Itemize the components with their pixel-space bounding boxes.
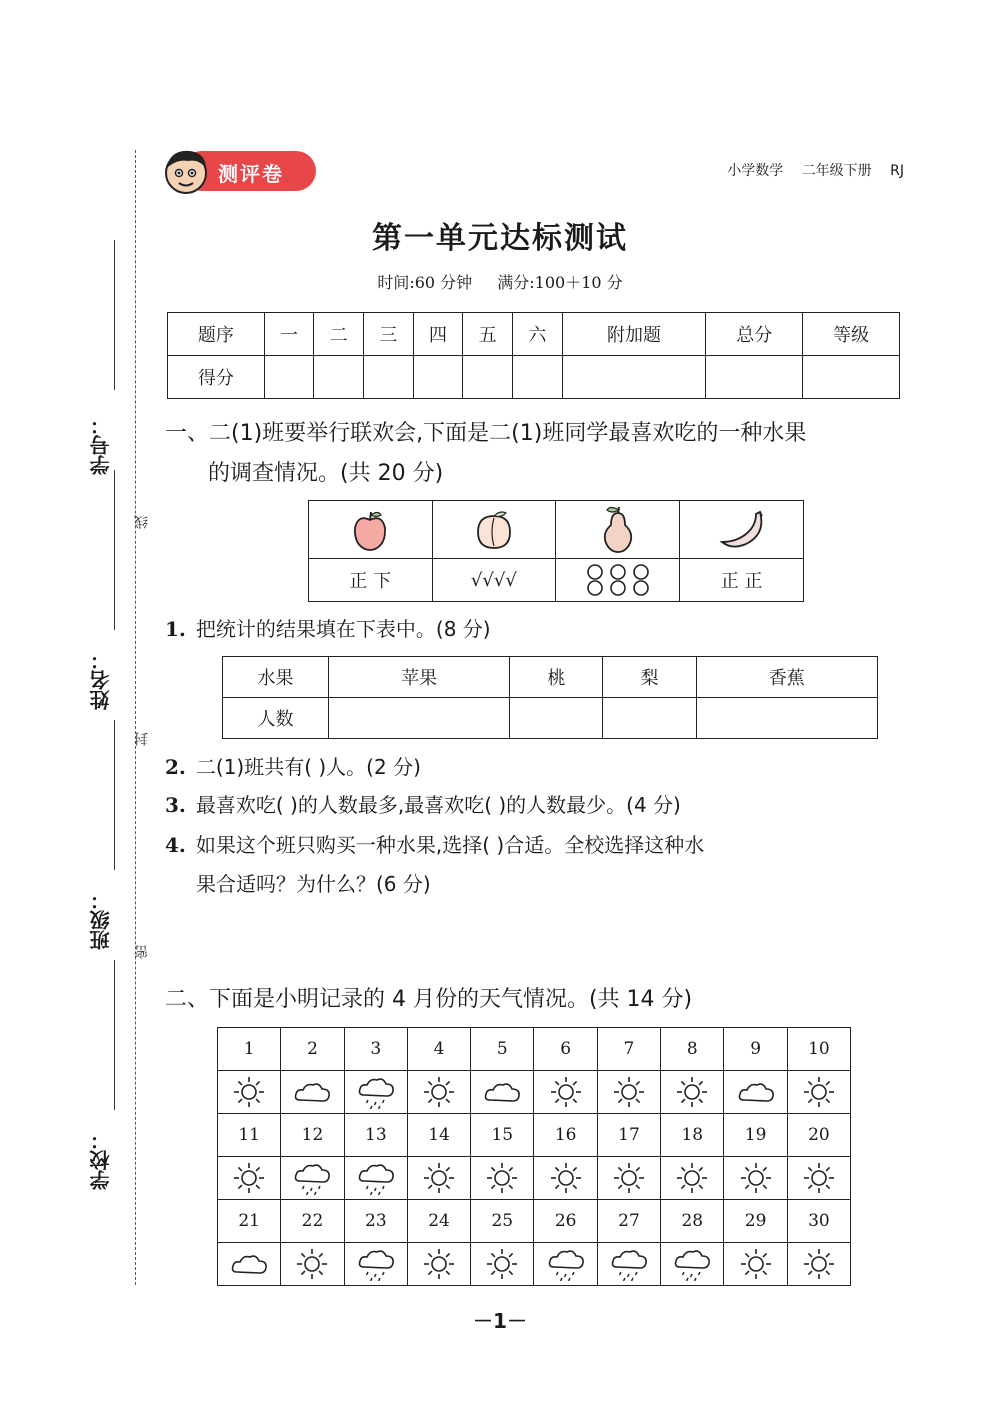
page-title: 第一单元达标测试 xyxy=(372,221,628,256)
score-header-cell: 题序 xyxy=(168,313,265,356)
school-label: 学校： xyxy=(89,1130,113,1190)
weather-cell xyxy=(787,1157,850,1200)
weather-cell xyxy=(597,1071,660,1114)
fruit-survey-table xyxy=(308,500,804,602)
score-header-cell: 三 xyxy=(364,313,414,356)
weather-cell xyxy=(344,1071,407,1114)
question-number: 3. xyxy=(165,793,186,817)
weather-cell xyxy=(471,1243,534,1286)
badge-label: 测评卷 xyxy=(218,162,284,186)
weather-cell xyxy=(218,1157,281,1200)
day-number-cell: 28 xyxy=(661,1200,724,1243)
day-number-cell: 9 xyxy=(724,1028,787,1071)
fruit-count-table xyxy=(222,656,878,739)
day-number-cell: 15 xyxy=(471,1114,534,1157)
weather-cell xyxy=(787,1071,850,1114)
weather-cell xyxy=(407,1157,470,1200)
question-text: 把统计的结果填在下表中。(8 分) xyxy=(195,617,491,641)
score-blank-cell[interactable] xyxy=(706,356,803,399)
fruit-icon-cell xyxy=(680,501,804,559)
sun-icon xyxy=(232,1161,266,1195)
sun-icon xyxy=(612,1161,646,1195)
weather-cell xyxy=(597,1243,660,1286)
grade-label: 二年级下册 xyxy=(801,163,872,179)
question-text: 二(1)班共有( )人。(2 分) xyxy=(195,755,421,779)
circle-tally-icon xyxy=(583,563,653,597)
sun-icon xyxy=(422,1247,456,1281)
day-number-cell: 11 xyxy=(218,1114,281,1157)
sun-icon xyxy=(422,1161,456,1195)
score-header-cell: 一 xyxy=(264,313,314,356)
rain-icon xyxy=(609,1247,649,1281)
rain-icon xyxy=(292,1161,332,1195)
apple-icon xyxy=(350,508,390,552)
day-number-cell: 6 xyxy=(534,1028,597,1071)
weather-cell xyxy=(724,1157,787,1200)
day-number-cell: 10 xyxy=(787,1028,850,1071)
sun-icon xyxy=(612,1075,646,1109)
sun-icon xyxy=(675,1075,709,1109)
section1-heading-line1: 一、二(1)班要举行联欢会,下面是二(1)班同学最喜欢吃的一种水果 xyxy=(165,421,807,446)
weather-cell xyxy=(281,1243,344,1286)
day-number-cell: 21 xyxy=(218,1200,281,1243)
school-blank xyxy=(114,960,115,1110)
day-number-cell: 30 xyxy=(787,1200,850,1243)
day-number-cell: 29 xyxy=(724,1200,787,1243)
count-header-cell: 水果 xyxy=(223,657,329,698)
count-header-cell: 苹果 xyxy=(329,657,510,698)
score-blank-cell[interactable] xyxy=(463,356,513,399)
weather-cell xyxy=(218,1071,281,1114)
score-header-cell: 四 xyxy=(413,313,463,356)
sun-icon xyxy=(549,1075,583,1109)
weather-icon-row xyxy=(218,1157,851,1200)
seal-mark-mi: 密 xyxy=(134,945,150,959)
tally-cell xyxy=(556,559,680,602)
sun-icon xyxy=(802,1075,836,1109)
score-header-cell: 总分 xyxy=(706,313,803,356)
weather-day-row xyxy=(218,1114,851,1157)
day-number-cell: 27 xyxy=(597,1200,660,1243)
class-blank xyxy=(114,720,115,870)
day-number-cell: 3 xyxy=(344,1028,407,1071)
weather-cell xyxy=(471,1071,534,1114)
rain-icon xyxy=(546,1247,586,1281)
day-number-cell: 24 xyxy=(407,1200,470,1243)
peach-icon xyxy=(472,508,516,552)
day-number-cell: 17 xyxy=(597,1114,660,1157)
cloud-icon xyxy=(229,1247,269,1281)
weather-cell xyxy=(724,1071,787,1114)
cloud-icon xyxy=(482,1075,522,1109)
day-number-cell: 18 xyxy=(661,1114,724,1157)
weather-table xyxy=(217,1027,851,1286)
count-row-label: 人数 xyxy=(223,698,329,739)
count-answer-cell[interactable] xyxy=(603,698,696,739)
question-text: 最喜欢吃( )的人数最多,最喜欢吃( )的人数最少。(4 分) xyxy=(195,793,681,817)
rain-icon xyxy=(672,1247,712,1281)
score-header-cell: 五 xyxy=(463,313,513,356)
fruit-icon-cell xyxy=(432,501,556,559)
seal-mark-xian: 线 xyxy=(134,515,150,529)
count-header-cell: 梨 xyxy=(603,657,696,698)
weather-cell xyxy=(724,1243,787,1286)
rain-icon xyxy=(356,1247,396,1281)
fruit-icon-cell xyxy=(309,501,433,559)
score-blank-cell[interactable] xyxy=(264,356,314,399)
weather-cell xyxy=(218,1243,281,1286)
rain-icon xyxy=(356,1075,396,1109)
day-number-cell: 5 xyxy=(471,1028,534,1071)
weather-cell xyxy=(281,1157,344,1200)
day-number-cell: 19 xyxy=(724,1114,787,1157)
weather-cell xyxy=(344,1157,407,1200)
day-number-cell: 7 xyxy=(597,1028,660,1071)
day-number-cell: 4 xyxy=(407,1028,470,1071)
day-number-cell: 16 xyxy=(534,1114,597,1157)
score-blank-cell[interactable] xyxy=(413,356,463,399)
weather-cell xyxy=(407,1243,470,1286)
weather-cell xyxy=(661,1157,724,1200)
score-header-cell: 附加题 xyxy=(562,313,706,356)
sun-icon xyxy=(549,1161,583,1195)
tally-cell: 正 下 xyxy=(309,559,433,602)
score-blank-cell[interactable] xyxy=(513,356,563,399)
sun-icon xyxy=(802,1247,836,1281)
edition-label: RJ xyxy=(890,163,904,179)
question-number: 4. xyxy=(165,833,186,857)
student-no-blank xyxy=(114,240,115,390)
day-number-cell: 22 xyxy=(281,1200,344,1243)
banana-icon xyxy=(716,508,768,552)
score-row-label: 得分 xyxy=(168,356,265,399)
page-number: －1－ xyxy=(473,1309,527,1333)
question-text: 如果这个班只购买一种水果,选择( )合适。全校选择这种水 xyxy=(195,833,705,857)
name-blank xyxy=(114,470,115,630)
sun-icon xyxy=(739,1247,773,1281)
weather-icon-row xyxy=(218,1243,851,1286)
cloud-icon xyxy=(736,1075,776,1109)
section1-heading-line2: 的调查情况。(共 20 分) xyxy=(208,461,444,486)
weather-cell xyxy=(534,1071,597,1114)
exam-time: 时间:60 分钟 xyxy=(377,273,473,292)
question-4-line2: 果合适吗？为什么？(6 分) xyxy=(196,872,431,896)
pear-icon xyxy=(598,505,638,555)
day-number-cell: 25 xyxy=(471,1200,534,1243)
sun-icon xyxy=(422,1075,456,1109)
count-answer-cell[interactable] xyxy=(696,698,877,739)
sun-icon xyxy=(485,1247,519,1281)
count-answer-cell[interactable] xyxy=(329,698,510,739)
day-number-cell: 23 xyxy=(344,1200,407,1243)
day-number-cell: 1 xyxy=(218,1028,281,1071)
cartoon-boy-icon xyxy=(160,145,212,197)
seal-mark-feng: 封 xyxy=(134,732,150,746)
sun-icon xyxy=(232,1075,266,1109)
score-header-cell: 六 xyxy=(513,313,563,356)
weather-cell xyxy=(471,1157,534,1200)
day-number-cell: 20 xyxy=(787,1114,850,1157)
section2-heading: 二、下面是小明记录的 4 月份的天气情况。(共 14 分) xyxy=(165,987,693,1012)
score-blank-cell[interactable] xyxy=(364,356,414,399)
score-blank-cell[interactable] xyxy=(314,356,364,399)
class-label: 班级： xyxy=(89,890,113,950)
fruit-icon-cell xyxy=(556,501,680,559)
score-header-cell: 二 xyxy=(314,313,364,356)
sun-icon xyxy=(739,1161,773,1195)
weather-cell xyxy=(597,1157,660,1200)
tally-cell: √√√√ xyxy=(432,559,556,602)
day-number-cell: 13 xyxy=(344,1114,407,1157)
binding-dashed-line xyxy=(135,150,136,1285)
weather-cell xyxy=(281,1071,344,1114)
question-4 xyxy=(165,826,704,864)
weather-cell xyxy=(787,1243,850,1286)
tally-cell: 正 正 xyxy=(680,559,804,602)
weather-cell xyxy=(534,1157,597,1200)
question-number: 1. xyxy=(165,617,186,641)
weather-day-row xyxy=(218,1028,851,1071)
student-no-label: 学号： xyxy=(89,415,113,475)
question-3 xyxy=(165,786,681,824)
subject-label: 小学数学 xyxy=(727,163,784,179)
question-2 xyxy=(165,748,421,786)
assessment-badge xyxy=(160,145,318,197)
day-number-cell: 26 xyxy=(534,1200,597,1243)
score-blank-cell[interactable] xyxy=(803,356,900,399)
cloud-icon xyxy=(292,1075,332,1109)
rain-icon xyxy=(356,1161,396,1195)
course-info xyxy=(713,160,904,180)
name-label: 姓名： xyxy=(89,650,113,710)
weather-cell xyxy=(534,1243,597,1286)
count-header-cell: 桃 xyxy=(510,657,603,698)
exam-meta xyxy=(0,270,1000,293)
sun-icon xyxy=(802,1161,836,1195)
weather-day-row xyxy=(218,1200,851,1243)
exam-full-score: 满分:100＋10 分 xyxy=(497,273,623,292)
score-header-cell: 等级 xyxy=(803,313,900,356)
day-number-cell: 2 xyxy=(281,1028,344,1071)
weather-cell xyxy=(661,1243,724,1286)
sun-icon xyxy=(485,1161,519,1195)
weather-cell xyxy=(344,1243,407,1286)
day-number-cell: 12 xyxy=(281,1114,344,1157)
weather-cell xyxy=(661,1071,724,1114)
count-header-cell: 香蕉 xyxy=(696,657,877,698)
day-number-cell: 14 xyxy=(407,1114,470,1157)
score-blank-cell[interactable] xyxy=(562,356,706,399)
sun-icon xyxy=(675,1161,709,1195)
question-number: 2. xyxy=(165,755,186,779)
weather-cell xyxy=(407,1071,470,1114)
day-number-cell: 8 xyxy=(661,1028,724,1071)
score-table xyxy=(167,312,900,399)
sun-icon xyxy=(295,1247,329,1281)
question-1 xyxy=(165,610,491,648)
count-answer-cell[interactable] xyxy=(510,698,603,739)
weather-icon-row xyxy=(218,1071,851,1114)
